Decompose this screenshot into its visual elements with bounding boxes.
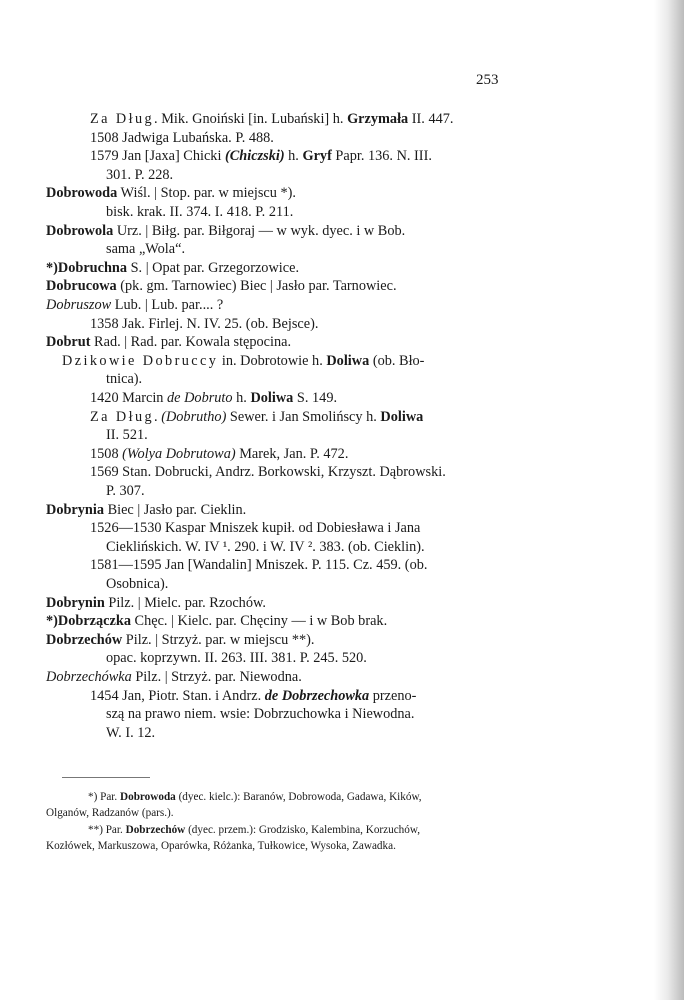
entry-line: [46, 612, 387, 630]
text-run: 301. P. 228.: [106, 166, 174, 183]
entry-line: [46, 277, 397, 295]
entry-line: [106, 240, 185, 258]
entry-line: [46, 501, 246, 519]
entry-line: [106, 649, 367, 667]
text-run: S. | Opat par. Grzegorzowice.: [127, 259, 300, 276]
text-run: (ob. Bło-: [369, 352, 425, 369]
text-run: Osobnica).: [106, 576, 169, 592]
text-run: szą na prawo niem. wsie: Dobrzuchowka i Niewodna.: [106, 706, 415, 723]
text-run: S. 149.: [293, 390, 338, 406]
text-run: Sewer. i Jan Smolińscy h.: [226, 408, 381, 425]
text-run: 1420 Marcin: [90, 390, 168, 406]
entry-line: [106, 203, 293, 221]
text-run: 1581—1595 Jan [Wandalin] Mniszek. P. 115. Cz. 459. (ob.: [90, 557, 428, 574]
entry-line: [46, 631, 315, 649]
entry-line: [46, 333, 291, 351]
text-run: (Chiczski): [225, 148, 285, 165]
entry-line: [106, 575, 168, 593]
text-run: Olganów, Radzanów (pars.).: [46, 807, 174, 819]
text-run: Doliwa: [380, 408, 424, 425]
text-run: 1508: [90, 445, 123, 462]
text-run: *)Dobruchna: [46, 259, 128, 276]
page-number: 253: [476, 72, 499, 88]
entry-line: [90, 445, 348, 463]
text-run: **) Par.: [88, 824, 126, 836]
entry-line: [90, 687, 416, 705]
entry-line: [106, 705, 414, 723]
text-run: opac. koprzywn. II. 263. III. 381. P. 245. 520.: [106, 650, 367, 667]
entry-line: [46, 259, 299, 277]
text-run: Kozłówek, Markuszowa, Oparówka, Różanka, Tułkowice, Wysoka, Zawadka.: [46, 840, 396, 852]
entry-line: [90, 110, 453, 128]
text-run: *) Par.: [88, 791, 121, 803]
entry-line: [90, 408, 423, 426]
text-run: Biec | Jasło par. Cieklin.: [104, 501, 247, 518]
text-run: (Dobrutho): [161, 408, 227, 425]
text-run: 1454 Jan, Piotr. Stan. i Andrz.: [90, 687, 265, 704]
text-run: de Dobrzechowka: [264, 687, 370, 704]
text-run: Lub. | Lub. par.... ?: [111, 297, 224, 313]
text-run: h.: [232, 390, 251, 406]
entry-line: [106, 482, 145, 500]
text-run: (dyec. kielc.): Baranów, Dobrowoda, Gadawa, Kików,: [175, 791, 422, 803]
text-run: sama „Wola“.: [106, 241, 186, 258]
entry-line: [106, 724, 155, 742]
text-run: Dobruszow: [46, 297, 112, 313]
entry-line: [106, 166, 173, 184]
entry-line: [46, 668, 302, 686]
text-run: Wiśl. | Stop. par. w miejscu *).: [117, 185, 296, 202]
text-run: 1508 Jadwiga Lubańska. P. 488.: [90, 129, 274, 146]
footnote-line: [46, 806, 174, 820]
text-run: 1579 Jan [Jaxa] Chicki: [90, 148, 225, 165]
entry-line: [90, 147, 432, 165]
text-run: . Mik. Gnoiński [in. Lubański] h.: [154, 111, 348, 127]
text-run: Urz. | Biłg. par. Biłgoraj — w wyk. dyec. i w Bob.: [113, 222, 406, 239]
text-run: Doliwa: [250, 390, 294, 406]
entry-line: [106, 538, 425, 556]
text-run: (pk. gm. Tarnowiec) Biec | Jasło par. Tarnowiec.: [116, 278, 397, 295]
text-run: *)Dobrzączka: [46, 613, 131, 630]
entry-line: [90, 389, 337, 407]
text-run: tnica).: [106, 371, 143, 388]
text-run: .: [154, 408, 162, 425]
text-run: Rad. | Rad. par. Kowala stępocina.: [90, 334, 292, 351]
text-run: Dobrzechów: [125, 824, 186, 836]
text-run: Za Dług: [90, 111, 155, 127]
text-run: Za Dług: [90, 408, 155, 425]
text-run: 1358 Jak. Firlej. N. IV. 25. (ob. Bejsce).: [90, 315, 319, 332]
text-run: Papr. 136. N. III.: [331, 148, 432, 165]
text-run: (Wolya Dobrutowa): [122, 445, 236, 462]
text-run: Pilz. | Strzyż. par. Niewodna.: [131, 669, 302, 685]
text-run: Pilz. | Strzyż. par. w miejscu **).: [122, 631, 315, 648]
text-run: Dobrynia: [46, 501, 104, 518]
text-run: Dobrowoda: [120, 791, 176, 803]
footnote-line: [88, 790, 422, 804]
text-run: Cieklińskich. W. IV ¹. 290. i W. IV ². 383. (ob. Cieklin).: [106, 538, 425, 555]
entry-line: [62, 352, 424, 370]
text-run: Dobrut: [46, 334, 91, 351]
text-run: II. 521.: [106, 427, 148, 444]
entry-line: [90, 556, 427, 574]
footnote-rule: [62, 777, 150, 778]
entry-line: [46, 222, 405, 240]
text-run: Chęc. | Kielc. par. Chęciny — i w Bob brak.: [130, 613, 388, 630]
entry-line: [90, 463, 446, 481]
entry-line: [46, 296, 223, 314]
entry-line: [90, 519, 420, 537]
text-run: Grzymała: [347, 111, 409, 127]
text-run: bisk. krak. II. 374. I. 418. P. 211.: [106, 204, 294, 220]
text-run: Dobrynin: [46, 594, 105, 611]
text-run: 1526—1530 Kaspar Mniszek kupił. od Dobiesława i Jana: [90, 520, 421, 537]
entry-line: [106, 370, 142, 388]
text-run: Doliwa: [326, 352, 370, 369]
text-run: Marek, Jan. P. 472.: [235, 445, 349, 462]
text-run: 1569 Stan. Dobrucki, Andrz. Borkowski, Krzyszt. Dąbrowski.: [90, 464, 446, 481]
entry-line: [90, 315, 318, 333]
entry-line: [46, 184, 296, 202]
text-run: Gryf: [302, 148, 332, 165]
text-run: de Dobruto: [167, 390, 233, 406]
footnote-line: [46, 839, 396, 853]
text-run: h.: [284, 148, 303, 165]
text-run: Dobrucowa: [46, 278, 117, 295]
entry-line: [90, 129, 274, 147]
text-run: Pilz. | Mielc. par. Rzochów.: [104, 594, 266, 611]
text-run: Dobrowola: [46, 222, 114, 239]
text-run: (dyec. przem.): Grodzisko, Kalembina, Korzuchów,: [185, 824, 421, 836]
text-run: Dobrowoda: [46, 185, 118, 202]
footnote-line: [88, 823, 420, 837]
text-run: II. 447.: [408, 111, 454, 127]
text-run: W. I. 12.: [106, 724, 156, 741]
text-run: Dobrzechówka: [46, 669, 132, 685]
text-run: Dobrzechów: [46, 631, 123, 648]
entry-line: [46, 594, 266, 612]
text-run: P. 307.: [106, 483, 145, 499]
text-run: przeno-: [369, 687, 417, 704]
entry-line: [106, 426, 148, 444]
text-run: Dzikowie Dobruccy: [62, 352, 219, 369]
scan-edge-shadow: [654, 0, 684, 1000]
text-run: in. Dobrotowie h.: [218, 352, 327, 369]
